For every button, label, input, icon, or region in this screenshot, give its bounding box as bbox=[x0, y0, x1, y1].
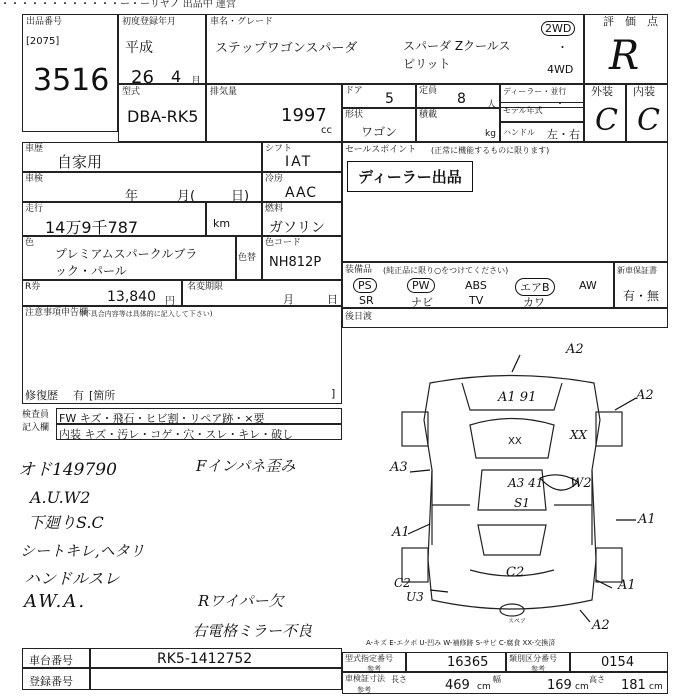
type-spec-label-cell bbox=[342, 652, 406, 672]
inspection-day-unit: 日) bbox=[231, 189, 250, 204]
dealer-dot: ・ bbox=[555, 99, 565, 110]
capacity-label: 定員 bbox=[419, 86, 438, 96]
damage-mark-bottom: A2 bbox=[592, 618, 610, 633]
mileage-box bbox=[22, 202, 206, 236]
load-label: 積載 bbox=[419, 110, 438, 120]
dims-height: 181 bbox=[621, 678, 646, 693]
fuel-label: 燃料 bbox=[265, 204, 284, 214]
first-registration-label: 初度登録年月 bbox=[122, 17, 177, 27]
dims-width: 169 bbox=[547, 678, 572, 693]
front-right-wheel bbox=[596, 412, 622, 446]
fuel-value: ガソリン bbox=[269, 220, 325, 236]
type-spec-label: 型式指定番号 bbox=[345, 654, 393, 663]
damage-mark-left-rear: A1 bbox=[392, 525, 410, 540]
color-value-line2: ック・パール bbox=[55, 264, 127, 278]
color-code-value: NH812P bbox=[269, 255, 322, 270]
equipment-box bbox=[342, 262, 614, 308]
handwritten-note-underbody: 下廻りS.C bbox=[28, 513, 104, 532]
capacity-value: 8 bbox=[457, 91, 466, 107]
class-value: 0154 bbox=[601, 655, 635, 670]
first-registration-month: 4 bbox=[171, 67, 182, 86]
car-grade-line1: スパーダ Zクールス bbox=[403, 39, 511, 53]
class-value-cell bbox=[570, 652, 668, 672]
handwritten-note-odo: オド149790 bbox=[18, 460, 117, 480]
rear-right-wheel bbox=[596, 548, 622, 582]
first-registration-era: 平成 bbox=[125, 40, 153, 56]
spare-label: スペア bbox=[508, 618, 527, 625]
dims-length-label: 長さ bbox=[391, 675, 407, 684]
cooler-label: 冷房 bbox=[265, 174, 284, 184]
color-box bbox=[22, 236, 236, 280]
history-value: 自家用 bbox=[57, 153, 103, 171]
rust-mark-roof: S1 bbox=[514, 496, 530, 510]
history-label: 車歴 bbox=[25, 144, 44, 154]
type-spec-value-cell bbox=[406, 652, 506, 672]
inspection-month-unit: 月( bbox=[177, 189, 196, 204]
history-box bbox=[22, 142, 262, 172]
damage-mark-front-right: A2 bbox=[636, 388, 654, 403]
warranty-value: 有・無 bbox=[623, 289, 660, 303]
first-registration-year: 26 bbox=[131, 67, 154, 88]
replaced-mark-windshield: XX bbox=[508, 436, 522, 447]
name-change-day: 日 bbox=[327, 293, 338, 306]
color-change-label: 色替 bbox=[238, 253, 257, 263]
model-year-label: モデル年式 bbox=[503, 106, 543, 115]
displacement-value: 1997 bbox=[281, 105, 327, 126]
equipment-aw: AW bbox=[579, 279, 597, 292]
model-year-box bbox=[500, 102, 584, 122]
load-unit: kg bbox=[485, 129, 496, 139]
warranty-box bbox=[614, 262, 668, 308]
first-registration-box bbox=[118, 14, 206, 88]
shift-value: IAT bbox=[285, 154, 313, 170]
header-cut-text: ・・・・・・・・・・・・ー・ーリヤノ 出品中 運営 bbox=[0, 0, 236, 10]
damage-mark-roof: A3 41 bbox=[508, 476, 544, 490]
equipment-label: 装備品 bbox=[345, 265, 373, 275]
repair-mark-right: W2 bbox=[570, 476, 592, 491]
chassis-label: 車台番号 bbox=[29, 654, 73, 667]
dims-ref: 参考 bbox=[357, 686, 371, 694]
inspector-row-2 bbox=[56, 424, 342, 440]
recycle-value: 13,840 bbox=[107, 289, 156, 305]
color-label: 色 bbox=[25, 238, 35, 248]
chassis-value-cell bbox=[90, 648, 342, 668]
car-grade-line2: ピリット bbox=[403, 57, 451, 71]
sales-point-value: ディーラー出品 bbox=[347, 161, 473, 192]
class-label-cell bbox=[506, 652, 570, 672]
sales-point-box bbox=[342, 142, 668, 262]
inspector-row-1-text: FW キズ・飛石・ヒビ割・リペア跡・×要 bbox=[59, 412, 265, 425]
damage-mark-hood: A1 91 bbox=[498, 390, 537, 405]
sales-point-label: セールスポイント bbox=[345, 145, 417, 155]
load-box bbox=[416, 108, 500, 142]
repair-label: 修復歴 bbox=[25, 389, 58, 402]
interior-label: 内装 bbox=[633, 85, 655, 98]
handle-box bbox=[500, 122, 584, 142]
damage-mark-right-rear: A1 bbox=[638, 512, 656, 527]
fuel-box bbox=[262, 202, 342, 236]
interior-value: C bbox=[637, 103, 660, 138]
class-label: 類別区分番号 bbox=[509, 654, 557, 663]
lot-number: 3516 bbox=[33, 63, 110, 98]
inspector-row-1 bbox=[56, 408, 342, 424]
warranty-label: 新車保証書 bbox=[617, 266, 657, 275]
capacity-unit: 人 bbox=[487, 100, 497, 110]
exterior-label: 外装 bbox=[591, 85, 613, 98]
name-change-label: 名変期限 bbox=[187, 282, 224, 292]
notes-label: 注意事項申告欄 bbox=[25, 308, 89, 318]
dealer-label: ディーラー・並行 bbox=[503, 87, 567, 96]
exterior-value: C bbox=[595, 103, 618, 138]
lot-sub-number: [2075] bbox=[26, 36, 60, 47]
doors-label: ドア bbox=[345, 86, 363, 96]
name-change-box bbox=[182, 280, 342, 306]
body-shape-label: 形状 bbox=[345, 110, 364, 120]
grade-eval-label: 評 価 点 bbox=[603, 15, 658, 28]
color-change-box bbox=[236, 236, 262, 280]
front-left-wheel bbox=[402, 412, 428, 446]
damage-mark-rear-right: A1 bbox=[618, 578, 636, 593]
repair-value: 有 bbox=[73, 389, 84, 402]
dent-mark-left: U3 bbox=[406, 590, 424, 604]
inspector-label-2: 記入欄 bbox=[22, 423, 50, 433]
inspection-box bbox=[22, 172, 262, 202]
replaced-mark-right: XX bbox=[570, 428, 588, 442]
corrosion-mark-rear: C2 bbox=[506, 565, 525, 580]
reg-label-cell bbox=[22, 668, 90, 690]
grade-eval-box bbox=[584, 14, 668, 84]
equipment-airbag: エアB bbox=[515, 278, 555, 296]
dims-height-unit: cm bbox=[649, 682, 663, 692]
reg-label: 登録番号 bbox=[29, 675, 73, 688]
chassis-value: RK5-1412752 bbox=[157, 651, 253, 667]
drive-2wd-circled: 2WD bbox=[541, 21, 575, 36]
recycle-box bbox=[22, 280, 182, 306]
equipment-navi: ナビ bbox=[411, 296, 433, 309]
inspector-label-1: 検査員 bbox=[22, 410, 50, 420]
mileage-label: 走行 bbox=[25, 204, 44, 214]
color-code-label: 色コード bbox=[265, 238, 302, 248]
displacement-unit: cc bbox=[321, 125, 332, 136]
rear-window bbox=[478, 525, 546, 555]
mileage-unit-box bbox=[206, 202, 262, 236]
inspection-label: 車検 bbox=[25, 174, 44, 184]
exterior-box bbox=[584, 84, 626, 142]
equipment-pw: PW bbox=[407, 278, 435, 293]
equipment-sub: (純正品に限り○をつけてください) bbox=[383, 266, 509, 275]
color-value-line1: プレミアムスパークルブラ bbox=[55, 247, 198, 261]
equipment-tv: TV bbox=[469, 294, 484, 307]
back-date-label: 後日渡 bbox=[345, 312, 373, 322]
dims-width-unit: cm bbox=[575, 682, 589, 692]
month-unit: 月 bbox=[191, 76, 201, 87]
equipment-ps: PS bbox=[353, 278, 377, 293]
equipment-leather: カワ bbox=[523, 296, 545, 309]
shift-label: シフト bbox=[265, 144, 293, 154]
lot-number-box bbox=[22, 14, 118, 132]
back-date-box bbox=[342, 308, 668, 328]
dims-width-label: 幅 bbox=[493, 675, 501, 684]
inspector-row-2-text: 内装 キズ・汚レ・コゲ・穴・スレ・キレ・破し bbox=[59, 428, 294, 441]
type-box bbox=[118, 84, 206, 142]
handwritten-note-seat: シートキレ,ヘタリ bbox=[20, 542, 145, 560]
car-model: ステップワゴンスパーダ bbox=[215, 41, 358, 56]
interior-box bbox=[626, 84, 668, 142]
handwritten-note-handle: ハンドルスレ bbox=[24, 569, 120, 588]
class-ref: 参考 bbox=[531, 665, 545, 673]
doors-box bbox=[342, 84, 416, 108]
damage-mark-left-front: A3 bbox=[390, 460, 408, 475]
equipment-abs: ABS bbox=[465, 279, 487, 292]
handwritten-note-mirror: 右電格ミラー不良 bbox=[192, 622, 313, 640]
inspection-year-unit: 年 bbox=[125, 189, 139, 204]
dims-height-label: 高さ bbox=[589, 675, 605, 684]
displacement-box bbox=[206, 84, 342, 142]
repair-spot: [箇所 bbox=[89, 389, 116, 402]
handwritten-note-auw2: A.U.W2 bbox=[30, 488, 91, 507]
lot-number-label: 出品番号 bbox=[26, 17, 63, 27]
chassis-label-cell bbox=[22, 648, 90, 668]
car-name-box bbox=[206, 14, 584, 84]
displacement-label: 排気量 bbox=[210, 87, 238, 97]
body-shape-box bbox=[342, 108, 416, 142]
shift-box bbox=[262, 142, 342, 172]
corrosion-mark-left: C2 bbox=[394, 576, 411, 590]
body-shape-value: ワゴン bbox=[361, 125, 398, 139]
mileage-value: 14万9千787 bbox=[45, 218, 139, 237]
drive-4wd: 4WD bbox=[547, 63, 574, 76]
type-value: DBA-RK5 bbox=[127, 107, 199, 126]
dims-label: 車検証寸法 bbox=[345, 674, 385, 683]
cooler-box bbox=[262, 172, 342, 202]
spare-tire bbox=[500, 604, 524, 616]
type-spec-value: 16365 bbox=[447, 655, 489, 670]
name-change-month: 月 bbox=[283, 293, 294, 306]
equipment-sr: SR bbox=[359, 294, 374, 307]
capacity-box bbox=[416, 84, 500, 108]
doors-value: 5 bbox=[385, 91, 394, 107]
grade-eval-value: R bbox=[609, 33, 640, 79]
color-code-box bbox=[262, 236, 342, 280]
handle-label: ハンドル bbox=[503, 128, 535, 137]
recycle-unit: 円 bbox=[165, 296, 175, 307]
mileage-unit: km bbox=[213, 217, 231, 230]
sales-point-sub: (正常に機能するものに限ります) bbox=[431, 146, 550, 155]
damage-mark-top: A2 bbox=[566, 342, 584, 357]
handwritten-note-aw: AW.A. bbox=[24, 591, 87, 612]
dims-length: 469 bbox=[445, 678, 470, 693]
type-spec-ref: 参考 bbox=[367, 665, 381, 673]
notes-sub: (不具合内容等は具体的に記入して下さい) bbox=[81, 310, 213, 318]
reg-value-cell bbox=[90, 668, 342, 690]
notes-box bbox=[22, 306, 342, 404]
cooler-value: AAC bbox=[285, 185, 318, 201]
damage-legend: A-キズ E-エクボ U-凹み W-補修跡 S-サビ C-腐食 XX-交換済 bbox=[366, 639, 556, 647]
handle-value: 左・右 bbox=[547, 128, 580, 141]
recycle-label: R券 bbox=[25, 282, 41, 292]
handwritten-note-instrument: Fインパネ歪み bbox=[196, 457, 296, 475]
repair-close: ] bbox=[331, 387, 336, 400]
drive-dot: ・ bbox=[557, 41, 568, 54]
dims-row bbox=[342, 672, 668, 694]
type-label: 型式 bbox=[122, 87, 141, 97]
handwritten-note-wiper: Rワイパー欠 bbox=[198, 592, 284, 610]
dims-length-unit: cm bbox=[477, 682, 491, 692]
car-name-label: 車名・グレード bbox=[210, 17, 274, 27]
